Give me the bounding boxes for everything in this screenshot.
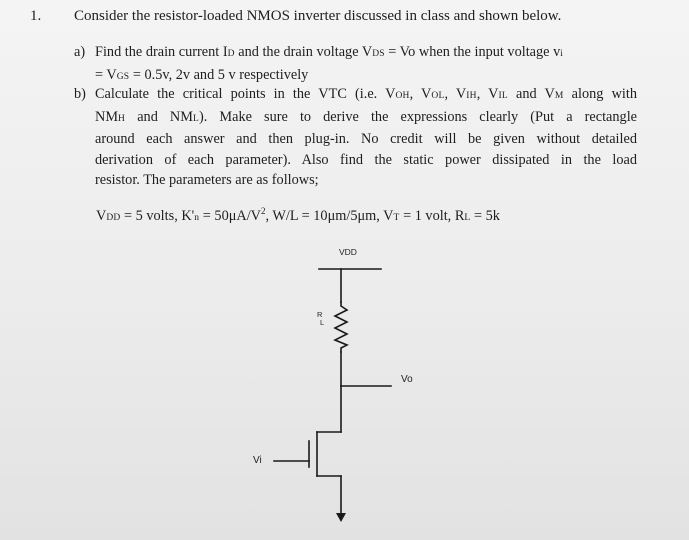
part-b-line-5: resistor. The parameters are as follows; xyxy=(95,172,319,188)
question-text: Consider the resistor-loaded NMOS inverter discussed in class and shown below. xyxy=(74,8,562,24)
vdd-label: VDD xyxy=(339,247,357,257)
part-b-line-1: Calculate the critical points in the VTC (i.e. VOH, VOL, VIH, VIL and VM along with xyxy=(95,86,638,102)
question-number: 1. xyxy=(30,8,42,24)
source-arrow-icon xyxy=(336,513,346,522)
load-resistor xyxy=(335,302,347,352)
vi-label: Vi xyxy=(253,455,262,466)
part-a-line-2: = VGS = 0.5v, 2v and 5 v respectively xyxy=(95,66,309,83)
resistor-label: R L xyxy=(317,310,325,327)
part-b-line-3: around each answer and then plug-in. No credit will be given without detailed xyxy=(95,131,637,147)
part-b-label: b) xyxy=(74,86,86,102)
part-b-line-2: NMH and NML). Make sure to derive the expressions clearly (Put a rectangle xyxy=(95,108,638,125)
parameters-line: VDD = 5 volts, $K'n = 50\mu A/V^2$, W/L = 10μm/5μm, VT = 1 volt, RL = 5k xyxy=(96,206,500,224)
part-a-label: a) xyxy=(74,44,86,60)
vo-label: Vo xyxy=(401,374,413,385)
part-a-line-1: Find the drain current ID and the drain voltage VDS = Vo when the input voltage vi xyxy=(95,44,564,60)
part-b-line-4: derivation of each parameter). Also find the static power dissipated in the load xyxy=(95,151,637,168)
